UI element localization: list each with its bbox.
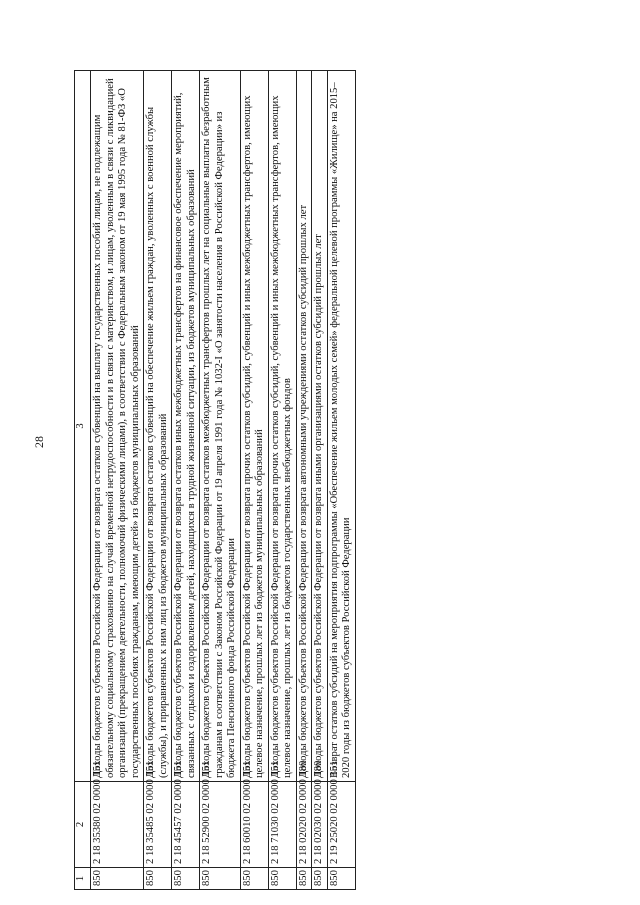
column-header-1: 1 bbox=[75, 868, 91, 890]
column-header-3: 3 bbox=[75, 71, 91, 782]
admin-code-cell: 850 bbox=[144, 868, 172, 890]
page-number: 28 bbox=[32, 436, 46, 448]
revenue-code-cell: 2 18 35485 02 0000 151 bbox=[144, 782, 172, 868]
admin-code-cell: 850 bbox=[91, 868, 144, 890]
revenue-code-cell: 2 18 35380 02 0000 151 bbox=[91, 782, 144, 868]
table-row bbox=[268, 71, 296, 890]
revenue-code-cell: 2 18 45457 02 0000 151 bbox=[172, 782, 200, 868]
rotated-page bbox=[74, 70, 586, 890]
revenue-code-cell: 2 19 25020 02 0000 151 bbox=[327, 782, 355, 868]
description-cell: Доходы бюджетов субъектов Российской Федерации от возврата иными организациями остатков субсидий прошлых лет bbox=[312, 71, 328, 782]
table-body bbox=[91, 71, 356, 890]
revenue-code-cell: 2 18 60010 02 0000 151 bbox=[240, 782, 268, 868]
description-cell: Доходы бюджетов субъектов Российской Федерации от возврата остатков субвенций на обеспечение жильем граждан, уволенных с военной службы (службы), и приравненных к ним лиц из бюджетов муниципальных образований bbox=[144, 71, 172, 782]
revenue-code-cell: 2 18 52900 02 0000 151 bbox=[200, 782, 241, 868]
revenue-code-cell: 2 18 71030 02 0000 151 bbox=[268, 782, 296, 868]
table-row bbox=[240, 71, 268, 890]
description-cell: Доходы бюджетов субъектов Российской Федерации от возврата остатков иных межбюджетных трансфертов на финансовое обеспечение мероприятий, связанных с отдыхом и оздоровлением детей, находящихся в трудной жизненной ситуации, из бюджетов муниципальных образований bbox=[172, 71, 200, 782]
table-row bbox=[296, 71, 312, 890]
table-row bbox=[144, 71, 172, 890]
table-header-row bbox=[75, 71, 91, 890]
description-cell: Доходы бюджетов субъектов Российской Федерации от возврата прочих остатков субсидий, субвенций и иных межбюджетных трансфертов, имеющих целевое назначение, прошлых лет из бюджетов муниципальных образований bbox=[240, 71, 268, 782]
table-row bbox=[200, 71, 241, 890]
table-row bbox=[172, 71, 200, 890]
admin-code-cell: 850 bbox=[200, 868, 241, 890]
table-row bbox=[327, 71, 355, 890]
admin-code-cell: 850 bbox=[268, 868, 296, 890]
description-cell: Доходы бюджетов субъектов Российской Федерации от возврата остатков субвенций на выплату государственных пособий лицам, не подлежащим обязательному социальному страхованию на случай временной нетрудоспособности и в связи с материнством, и лицам, уволенным в связи с ликвидацией организаций (прекращением деятельности, полномочий физическими лицами), в соответствии с Федеральным законом от 19 мая 1995 года № 81-ФЗ «О государственных пособиях гражданам, имеющим детей» из бюджетов муниципальных образований bbox=[91, 71, 144, 782]
admin-code-cell: 850 bbox=[172, 868, 200, 890]
table-row bbox=[312, 71, 328, 890]
description-cell: Возврат остатков субсидий на мероприятия подпрограммы «Обеспечение жильем молодых семей» федеральной целевой программы «Жилище» на 2015–2020 годы из бюджетов субъектов Российской Федерации bbox=[327, 71, 355, 782]
revenue-code-cell: 2 18 02020 02 0000 180 bbox=[296, 782, 312, 868]
table-row bbox=[91, 71, 144, 890]
admin-code-cell: 850 bbox=[296, 868, 312, 890]
admin-code-cell: 850 bbox=[327, 868, 355, 890]
admin-code-cell: 850 bbox=[312, 868, 328, 890]
description-cell: Доходы бюджетов субъектов Российской Федерации от возврата прочих остатков субсидий, субвенций и иных межбюджетных трансфертов, имеющих целевое назначение, прошлых лет из бюджетов государственных внебюджетных фондов bbox=[268, 71, 296, 782]
revenue-code-cell: 2 18 02030 02 0000 180 bbox=[312, 782, 328, 868]
description-cell: Доходы бюджетов субъектов Российской Федерации от возврата остатков межбюджетных трансфертов прошлых лет на социальные выплаты безработным гражданам в соответствии с Законом Российской Федерации от 19 апреля 1991 года № 1032-I «О занятости населения в Российской Федерации» из бюджета Пенсионного фонда Российской Федерации bbox=[200, 71, 241, 782]
column-header-2: 2 bbox=[75, 782, 91, 868]
revenue-codes-table bbox=[74, 70, 356, 890]
admin-code-cell: 850 bbox=[240, 868, 268, 890]
description-cell: Доходы бюджетов субъектов Российской Федерации от возврата автономными учреждениями остатков субсидий прошлых лет bbox=[296, 71, 312, 782]
